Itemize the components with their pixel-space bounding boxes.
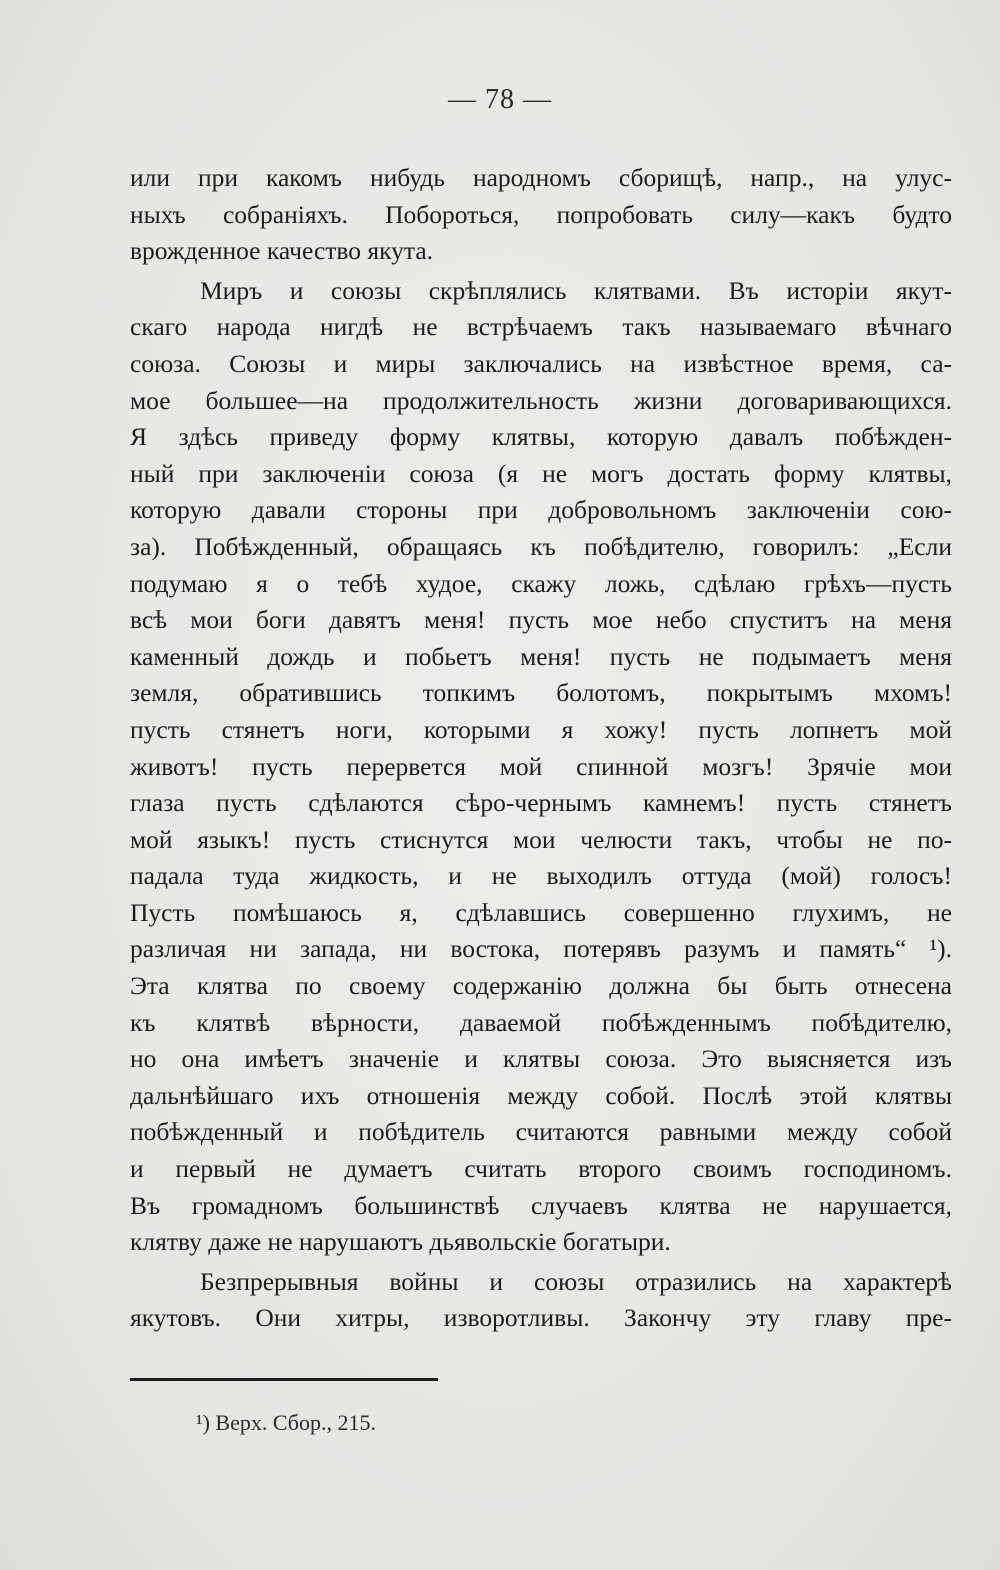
text-line: побѣжденный и побѣдитель считаются равными между собой	[130, 1117, 952, 1147]
text-line: къ клятвѣ вѣрности, даваемой побѣжденнымъ побѣдителю,	[130, 1007, 952, 1037]
text-line: различая ни запада, ни востока, потерявъ разумъ и память“ ¹).	[130, 934, 952, 964]
text-line: глаза пусть сдѣлаются сѣро-чернымъ камнемъ! пусть стянетъ	[130, 788, 952, 818]
body-text	[130, 160, 952, 1337]
text-line: мое большее—на продолжительность жизни договаривающихся.	[130, 385, 952, 415]
footnote-divider	[130, 1378, 438, 1381]
text-line: ный при заключеніи союза (я не могъ достать форму клятвы,	[130, 458, 952, 488]
footnote-text: Верх. Сбор., 215.	[215, 1410, 376, 1435]
text-line: земля, обратившись топкимъ болотомъ, покрытымъ мхомъ!	[130, 678, 952, 708]
text-line: врожденное качество якута.	[130, 236, 434, 266]
footnote-marker: ¹)	[196, 1410, 210, 1435]
text-line: Эта клятва по своему содержанію должна бы быть отнесена	[130, 971, 952, 1001]
text-line: Пусть помѣшаюсь я, сдѣлавшись совершенно глухимъ, не	[130, 897, 952, 927]
text-line: ныхъ собраніяхъ. Побороться, попробовать силу—какъ будто	[130, 199, 952, 229]
text-line: мой языкъ! пусть стиснутся мои челюсти такъ, чтобы не по-	[130, 824, 952, 854]
text-line: но она имѣетъ значеніе и клятвы союза. Это выясняется изъ	[130, 1044, 952, 1074]
text-line: или при какомъ нибудь народномъ сборищѣ, напр., на улус-	[130, 163, 952, 192]
text-line: дальнѣйшаго ихъ отношенія между собой. Послѣ этой клятвы	[130, 1080, 952, 1110]
text-line: и первый не думаетъ считать второго своимъ господиномъ.	[130, 1154, 952, 1184]
page-number: — 78 —	[448, 84, 552, 115]
text-line: падала туда жидкость, и не выходилъ оттуда (мой) голосъ!	[130, 861, 952, 891]
text-line: пусть стянетъ ноги, которыми я хожу! пусть лопнетъ мой	[130, 714, 952, 744]
text-line: якутовъ. Они хитры, изворотливы. Закончу эту главу пре-	[130, 1303, 952, 1333]
text-line: которую давали стороны при добровольномъ заключеніи сою-	[130, 495, 952, 525]
text-line: клятву даже не нарушаютъ дьявольскіе богатыри.	[130, 1227, 671, 1257]
footnote	[196, 1410, 376, 1436]
paragraph-first-line: Миръ и союзы скрѣплялись клятвами. Въ исторіи якут-	[200, 275, 952, 305]
text-line: подумаю я о тебѣ худое, скажу ложь, сдѣлаю грѣхъ—пусть	[130, 568, 952, 598]
text-line: скаго народа нигдѣ не встрѣчаемъ такъ называемаго вѣчнаго	[130, 312, 952, 342]
text-line: всѣ мои боги давятъ меня! пусть мое небо спуститъ на меня	[130, 605, 952, 635]
paragraph-first-line: Безпрерывныя войны и союзы отразились на характерѣ	[200, 1266, 952, 1296]
text-line: Я здѣсь приведу форму клятвы, которую давалъ побѣжден-	[130, 422, 952, 452]
text-line: животъ! пусть перервется мой спинной мозгъ! Зрячіе мои	[130, 751, 952, 781]
text-line: каменный дождь и побьетъ меня! пусть не подымаетъ меня	[130, 641, 952, 671]
text-line: за). Побѣжденный, обращаясь къ побѣдителю, говорилъ: „Если	[130, 531, 952, 561]
text-line: союза. Союзы и миры заключались на извѣстное время, са-	[130, 348, 952, 378]
text-line: Въ громадномъ большинствѣ случаевъ клятва не нарушается,	[130, 1190, 952, 1220]
